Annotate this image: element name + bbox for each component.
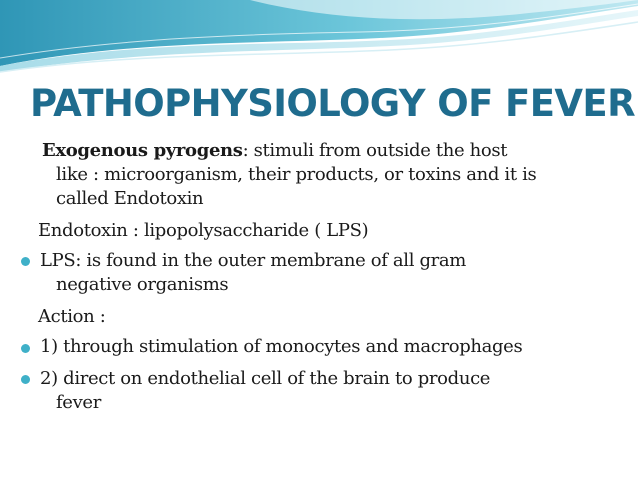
exogenous-line-1 bbox=[42, 139, 507, 162]
exogenous-term: Exogenous pyrogens bbox=[42, 140, 243, 161]
action-label: Action : bbox=[38, 306, 106, 327]
bullet-icon bbox=[21, 375, 30, 384]
exogenous-line-1-rest: : stimuli from outside the host bbox=[242, 140, 508, 161]
bullet-icon bbox=[21, 344, 30, 353]
action-item-1: 1) through stimulation of monocytes and macrophages bbox=[40, 336, 523, 357]
exogenous-line-3: called Endotoxin bbox=[56, 188, 204, 209]
slide-title: PATHOPHYSIOLOGY OF FEVER bbox=[30, 82, 635, 125]
action-item-2-line-1: 2) direct on endothelial cell of the brain to produce bbox=[40, 368, 491, 389]
lps-line-1: LPS: is found in the outer membrane of all gram bbox=[40, 250, 467, 271]
exogenous-line-2: like : microorganism, their products, or toxins and it is bbox=[56, 164, 537, 185]
endotoxin-definition: Endotoxin : lipopolysaccharide ( LPS) bbox=[38, 220, 369, 241]
action-item-2-line-2: fever bbox=[56, 392, 101, 413]
bullet-icon bbox=[21, 257, 30, 266]
lps-line-2: negative organisms bbox=[56, 274, 229, 295]
decorative-wave-banner bbox=[0, 0, 638, 80]
